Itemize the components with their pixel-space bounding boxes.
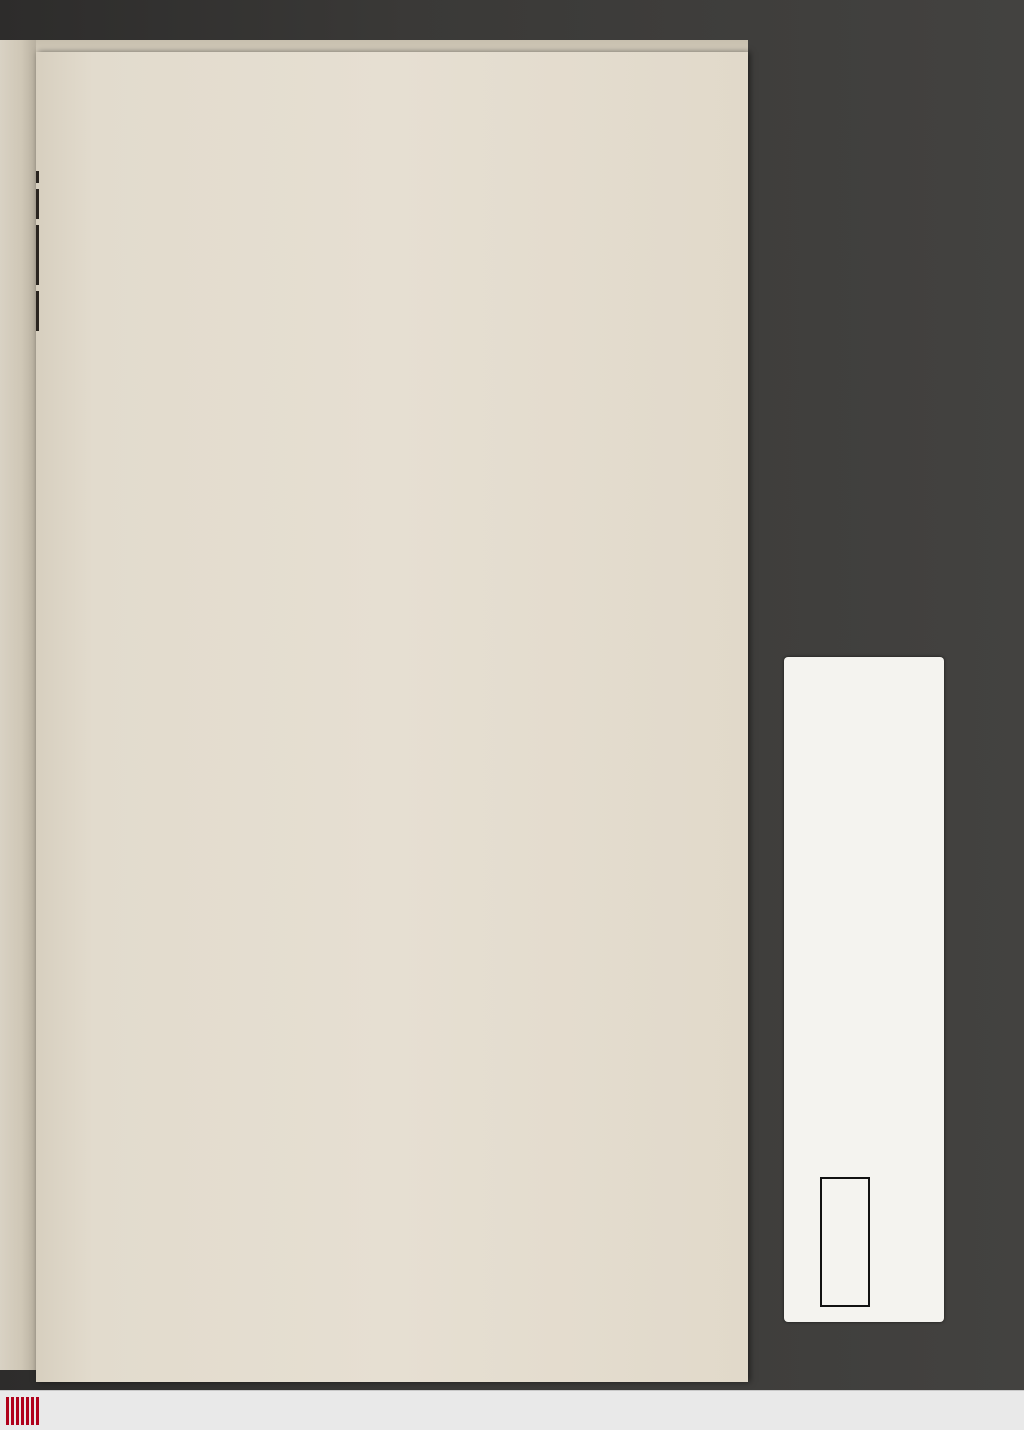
gray-swatches: [820, 1177, 870, 1307]
book-page: [36, 52, 748, 1382]
hab-logo-icon: [6, 1397, 46, 1425]
left-page-edge: [0, 40, 36, 1370]
footer-bar: [0, 1390, 1024, 1430]
ruler-ticks: [834, 709, 884, 1039]
gray-scale-card: [784, 657, 944, 1322]
margin-ornament: [36, 165, 42, 340]
